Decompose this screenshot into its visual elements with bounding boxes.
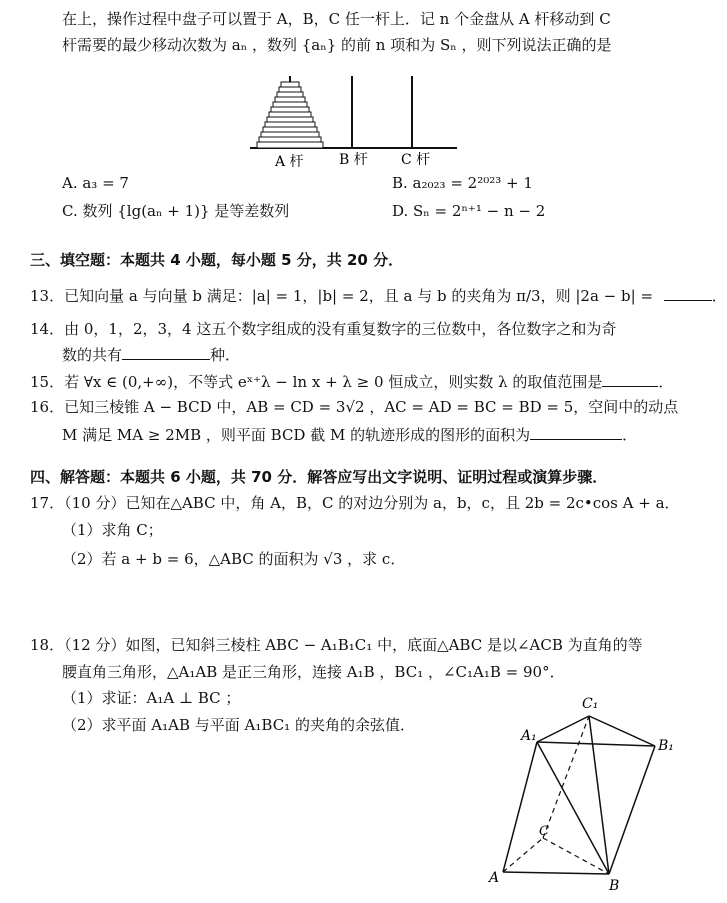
q16-text: M 满足 MA ≥ 2MB ，则平面 BCD 截 M 的轨迹形成的图形的面积为 (62, 426, 531, 444)
edge-b-c1 (589, 716, 609, 874)
label-a1: A₁ (521, 728, 537, 744)
q16-blank (530, 423, 622, 440)
option-d: D. Sₙ = 2ⁿ⁺¹ − n − 2 (392, 202, 546, 220)
q13 (30, 284, 727, 307)
edge-a1-b (537, 742, 609, 874)
q14-blank (122, 343, 210, 360)
label-b: B (609, 878, 620, 894)
q15-blank (602, 370, 658, 387)
hanoi-disks (257, 82, 323, 148)
q17-part-2: （2）若 a + b = 6，△ABC 的面积为 √3 ，求 c． (62, 550, 406, 568)
hanoi-figure (245, 72, 460, 172)
edge-b-b1 (609, 746, 655, 874)
q16-line-1: 16．已知三棱锥 A − BCD 中，AB = CD = 3√2 ，AC = AD = BC = BD = 5，空间中的动点 (30, 398, 679, 416)
q18-part-1: （1）求证：A₁A ⊥ BC ； (62, 689, 241, 707)
edge-a1-c1 (537, 716, 589, 742)
peg-label-c: C 杆 (401, 152, 431, 168)
label-a: A (489, 870, 500, 886)
q14-text-a: 数的共有 (62, 346, 123, 364)
q16-line-2 (62, 423, 637, 446)
q15-end: ． (658, 373, 674, 391)
q18-line-2: 腰直角三角形，△A₁AB 是正三角形，连接 A₁B ，BC₁ ，∠C₁A₁B = 90°． (62, 663, 565, 681)
option-b: B. a₂₀₂₃ = 2²⁰²³ + 1 (392, 174, 533, 192)
edge-c1-b1 (589, 716, 655, 746)
q15 (30, 370, 673, 393)
q14-text-b: 种． (210, 346, 241, 364)
q18-part-2: （2）求平面 A₁AB 与平面 A₁BC₁ 的夹角的余弦值． (62, 716, 415, 734)
section-3-title: 三、填空题：本题共 4 小题，每小题 5 分，共 20 分． (30, 251, 404, 269)
q14-line-2 (62, 343, 240, 366)
q13-end: ． (711, 287, 727, 305)
q13-blank (664, 284, 712, 301)
label-b1: B₁ (658, 738, 674, 754)
edge-a1-b1 (537, 742, 655, 746)
prism-figure (485, 690, 685, 895)
q18-line-1: 18．（12 分）如图，已知斜三棱柱 ABC − A₁B₁C₁ 中，底面△ABC 是以∠ACB 为直角的等 (30, 636, 643, 654)
peg-label-b: B 杆 (339, 152, 368, 168)
edge-a-c (503, 838, 543, 872)
intro-line-2: 杆需要的最少移动次数为 aₙ ，数列 {aₙ} 的前 n 项和为 Sₙ ，则下列说法正确的是 (62, 36, 612, 54)
q17-stem: 17．（10 分）已知在△ABC 中，角 A，B，C 的对边分别为 a，b，c，且 2b = 2c•cos A + a． (30, 494, 680, 512)
edge-a-b (503, 872, 609, 874)
section-4-title: 四、解答题：本题共 6 小题，共 70 分．解答应写出文字说明、证明过程或演算步骤． (30, 468, 608, 486)
q17-part-1: （1）求角 C； (62, 521, 163, 539)
q14-line-1: 14．由 0，1，2，3，4 这五个数字组成的没有重复数字的三位数中，各位数字之和为奇 (30, 320, 617, 338)
q16-end: ． (622, 426, 638, 444)
intro-line-1: 在上，操作过程中盘子可以置于 A，B，C 任一杆上．记 n 个金盘从 A 杆移动到 C (62, 10, 611, 28)
edge-a-a1 (503, 742, 537, 872)
edge-c-c1 (543, 716, 589, 838)
label-c: C (539, 824, 549, 839)
option-a: A. a₃ = 7 (62, 174, 129, 192)
label-c1: C₁ (582, 696, 599, 712)
peg-label-a: A 杆 (275, 154, 304, 170)
q13-text: 13．已知向量 a 与向量 b 满足：|a| = 1，|b| = 2，且 a 与 b 的夹角为 π/3，则 |2a − b| = (30, 287, 654, 305)
option-c: C. 数列 {lg(aₙ + 1)} 是等差数列 (62, 202, 290, 220)
q15-text: 15．若 ∀x ∈ (0,+∞)，不等式 eˣ⁺λ − ln x + λ ≥ 0 恒成立，则实数 λ 的取值范围是 (30, 373, 603, 391)
